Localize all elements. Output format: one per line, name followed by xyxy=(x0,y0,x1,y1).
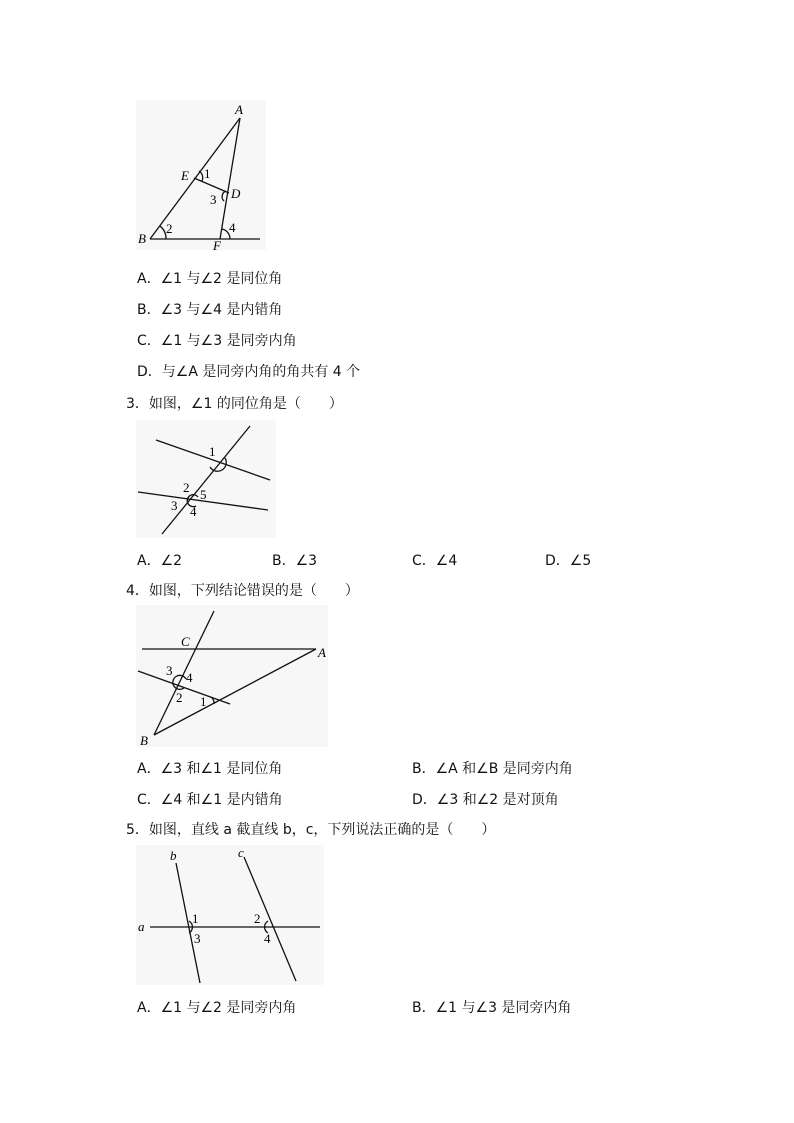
label-2: 2 xyxy=(166,221,173,236)
q2-option-d: D．与∠A 是同旁内角的角共有 4 个 xyxy=(137,364,361,380)
q3-option-d: D．∠5 xyxy=(545,553,592,569)
q2-figure-svg xyxy=(136,100,266,250)
label-2: 2 xyxy=(183,480,190,495)
q5-figure-svg xyxy=(136,845,324,985)
q2-option-c: C．∠1 与∠3 是同旁内角 xyxy=(137,333,297,349)
label-a: A xyxy=(318,645,326,660)
label-2: 2 xyxy=(176,690,183,705)
q5-stem: 5．如图，直线 a 截直线 b，c，下列说法正确的是（ ） xyxy=(126,822,496,838)
q4-figure-svg xyxy=(136,605,328,747)
line-ed xyxy=(194,178,229,193)
angle-3-arc xyxy=(222,191,226,201)
q3-option-c: C．∠4 xyxy=(412,553,458,569)
q3-option-b: B．∠3 xyxy=(272,553,318,569)
line-transversal xyxy=(162,426,250,534)
label-1: 1 xyxy=(192,911,199,926)
q3-option-a: A．∠2 xyxy=(137,553,183,569)
q2-option-a: A．∠1 与∠2 是同位角 xyxy=(137,271,283,287)
q4-option-b: B．∠A 和∠B 是同旁内角 xyxy=(412,761,573,777)
line-bc xyxy=(154,611,214,735)
label-b: B xyxy=(140,733,148,747)
label-a: a xyxy=(138,919,145,934)
label-f: F xyxy=(213,238,221,250)
line-c xyxy=(244,857,296,981)
q5-option-a: A．∠1 与∠2 是同旁内角 xyxy=(137,1000,297,1016)
label-e: E xyxy=(181,168,189,183)
label-3: 3 xyxy=(171,498,178,513)
q2-figure xyxy=(136,100,266,250)
q4-option-c: C．∠4 和∠1 是内错角 xyxy=(137,792,283,808)
label-5: 5 xyxy=(200,487,207,502)
q4-figure xyxy=(136,605,328,747)
label-4: 4 xyxy=(264,931,271,946)
label-1: 1 xyxy=(200,694,207,709)
label-4: 4 xyxy=(229,220,236,235)
q3-stem: 3．如图，∠1 的同位角是（ ） xyxy=(126,396,343,412)
q5-figure xyxy=(136,845,324,985)
label-c: C xyxy=(181,634,190,649)
label-1: 1 xyxy=(204,166,211,181)
q3-figure-svg xyxy=(136,420,276,538)
label-a: A xyxy=(235,102,243,117)
q3-figure xyxy=(136,420,276,538)
q4-stem: 4．如图，下列结论错误的是（ ） xyxy=(126,583,359,599)
label-3: 3 xyxy=(194,931,201,946)
label-d: D xyxy=(231,186,241,201)
label-4: 4 xyxy=(190,504,197,519)
label-b: b xyxy=(170,848,177,863)
q5-option-b: B．∠1 与∠3 是同旁内角 xyxy=(412,1000,572,1016)
q2-option-b: B．∠3 与∠4 是内错角 xyxy=(137,302,283,318)
label-4: 4 xyxy=(186,670,193,685)
q4-option-d: D．∠3 和∠2 是对顶角 xyxy=(412,792,559,808)
label-3: 3 xyxy=(210,192,217,207)
label-c: c xyxy=(238,845,244,860)
label-2: 2 xyxy=(254,911,261,926)
label-b: B xyxy=(138,231,146,246)
label-1: 1 xyxy=(209,444,216,459)
q4-option-a: A．∠3 和∠1 是同位角 xyxy=(137,761,283,777)
label-3: 3 xyxy=(166,663,173,678)
